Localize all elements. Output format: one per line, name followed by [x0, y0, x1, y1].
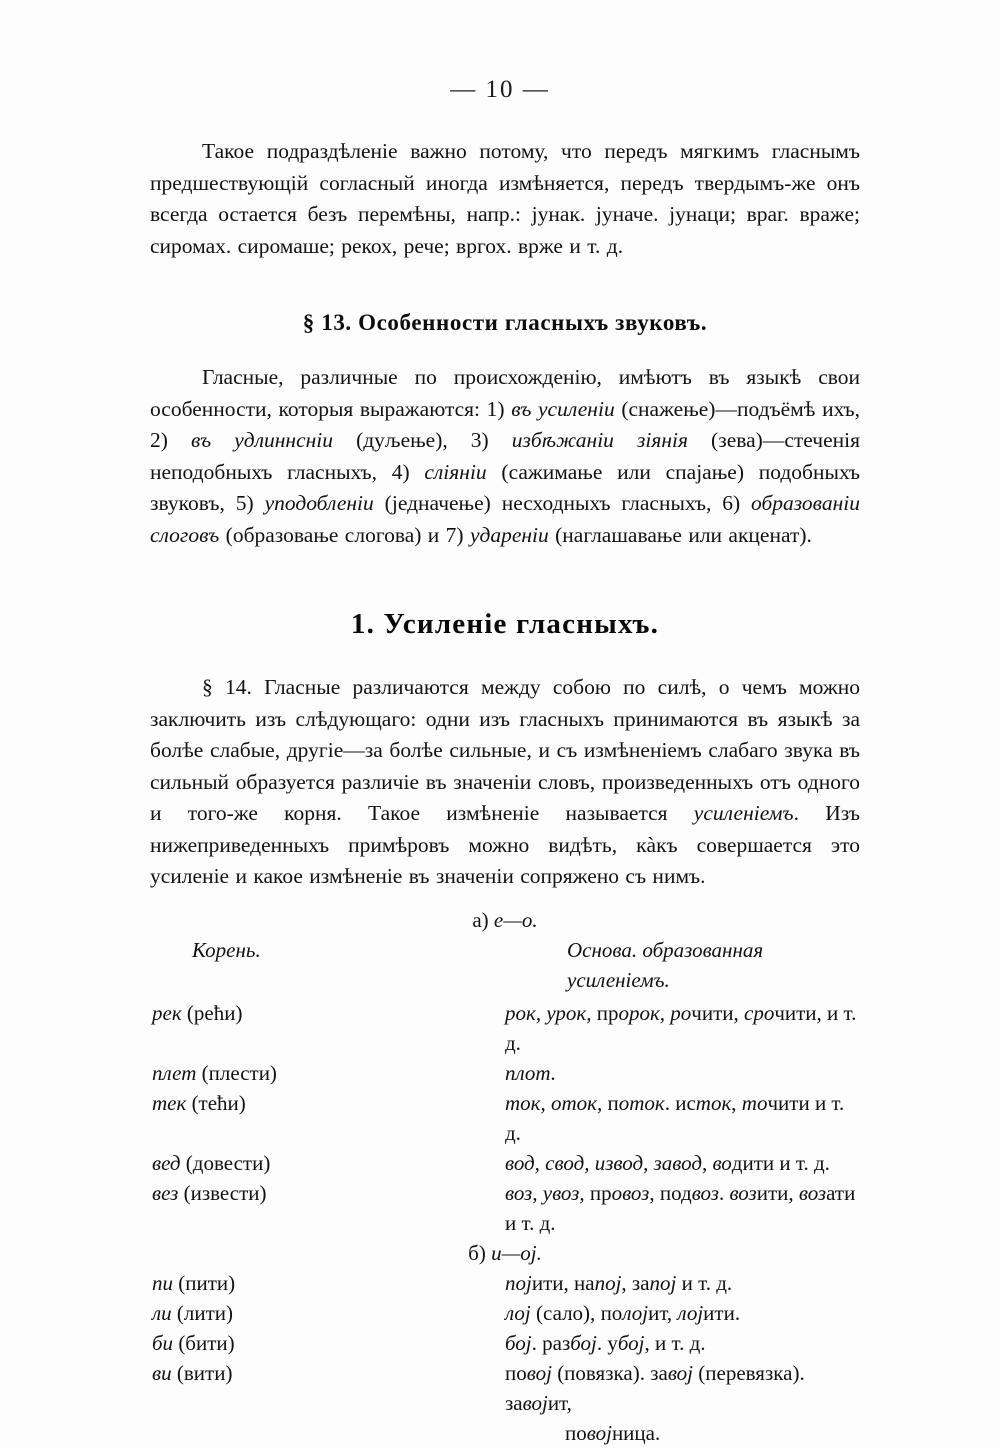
roman-run: под — [659, 1181, 692, 1205]
root-cell: рек (рећи) — [152, 1001, 243, 1025]
stem-cell — [505, 1298, 860, 1328]
table-row — [150, 1298, 860, 1328]
table-row — [150, 1148, 860, 1178]
roman-run: (снажење)—подъёмѣ ихъ, 2) — [150, 396, 861, 452]
roman-run: чити — [691, 1001, 734, 1025]
roman-run: , — [621, 1271, 632, 1295]
roman-run: и т. д. — [774, 1151, 830, 1175]
italic-run: вој — [667, 1361, 694, 1385]
roman-run: за — [650, 1361, 668, 1385]
italic-run: овоз — [611, 1181, 650, 1205]
italic-run: ср — [744, 1001, 764, 1025]
intro-paragraph — [150, 136, 860, 262]
root-cell: вед (довести) — [152, 1151, 271, 1175]
roman-run: (образовање слогова) и 7) — [219, 522, 470, 547]
section-13-paragraph — [150, 362, 860, 551]
section-13-heading-block — [150, 310, 860, 336]
roman-run: (дуљење), 3) — [333, 428, 512, 452]
roman-run: и т. д. — [505, 1091, 845, 1145]
stem-cell — [505, 1328, 860, 1358]
roman-run: п — [607, 1091, 619, 1115]
italic-run: лој — [505, 1301, 531, 1325]
italic-run: въ усиленіи — [511, 396, 615, 421]
italic-run: ви — [152, 1361, 172, 1385]
roman-run: . — [718, 1181, 730, 1205]
word-table-block — [150, 905, 860, 1448]
italic-run: оток — [618, 1091, 665, 1115]
root-cell: ли (лити) — [152, 1301, 234, 1325]
table-row — [150, 998, 860, 1058]
word-table — [150, 905, 860, 1448]
column-header-stem: Основа. образованная усиленіемъ. — [567, 938, 764, 992]
roman-run: пр — [589, 1181, 612, 1205]
stem-cell — [505, 1058, 860, 1088]
roman-run: , — [649, 1181, 660, 1205]
roman-run: (перевязка). — [693, 1361, 805, 1385]
root-cell: плет (плести) — [152, 1061, 277, 1085]
roman-run: , — [731, 1091, 742, 1115]
root-cell: тек (тећи) — [152, 1091, 246, 1115]
roman-run: , и т. д. — [644, 1331, 706, 1355]
roman-run: ница. — [611, 1421, 661, 1445]
italic-run: бој — [617, 1331, 645, 1355]
italic-run: бој — [505, 1331, 532, 1355]
roman-run: на — [574, 1271, 595, 1295]
roman-run: ити — [756, 1181, 789, 1205]
roman-run: у — [607, 1331, 618, 1355]
italic-run: удареніи — [469, 522, 549, 547]
italic-run: рок, урок, — [505, 1001, 597, 1025]
group-label-row — [150, 1238, 860, 1268]
roman-run: (зева)—стеченія неподобныхъ гласныхъ, 4) — [150, 428, 860, 484]
italic-run: лој — [677, 1301, 704, 1325]
italic-run: плет — [152, 1061, 197, 1085]
italic-run: плот. — [505, 1061, 557, 1085]
stem-cell — [505, 1178, 860, 1238]
italic-run: пи — [152, 1271, 173, 1295]
roman-run: , и т. д. — [505, 1001, 857, 1055]
italic-run: образованіи слоговъ — [150, 491, 860, 547]
italic-run: о — [763, 1001, 775, 1025]
italic-run: вез — [152, 1181, 179, 1205]
italic-run: уподобленіи — [264, 491, 374, 515]
roman-run: . — [596, 1331, 608, 1355]
root-cell: би (бити) — [152, 1331, 235, 1355]
section-14-body-block — [150, 672, 860, 893]
roman-run: по — [565, 1421, 587, 1445]
group-label: а) е—о. — [472, 908, 538, 932]
italic-run: ј — [606, 1421, 612, 1445]
italic-run: воз — [729, 1181, 757, 1205]
group-label: б) и—ој. — [468, 1241, 542, 1265]
italic-run: избѣжаніи зіянія — [511, 428, 688, 452]
section-13-body-block — [150, 362, 860, 551]
roman-run: (сало), — [530, 1301, 601, 1325]
stem-cell — [505, 1088, 860, 1148]
italic-run: воз — [691, 1181, 719, 1205]
italic-run: то — [741, 1091, 768, 1115]
roman-run: , — [733, 1001, 744, 1025]
roman-run: пр — [596, 1001, 619, 1025]
roman-run: чити — [774, 1001, 817, 1025]
word-table-body — [150, 905, 860, 1448]
table-row — [150, 1058, 860, 1088]
table-row — [150, 1178, 860, 1238]
italic-run: орок — [618, 1001, 660, 1025]
italic-run: ток, оток, — [505, 1091, 608, 1115]
italic-run: вој — [526, 1361, 552, 1385]
italic-run: вој — [522, 1391, 548, 1415]
roman-run: ати — [826, 1181, 856, 1205]
stem-cell — [505, 1268, 860, 1298]
italic-run: въ удлиннсніи — [190, 428, 334, 452]
roman-run: за — [505, 1391, 523, 1415]
roman-run: раз — [542, 1331, 571, 1355]
roman-run: Такое подраздѣленіе важно потому, что передъ мягкимъ гласнымъ предшествующій согласный иногда измѣняется, передъ твердымъ-же онъ всегда остается безъ перемѣны, напр.: јунак. јуначе. јунаци; враг. враже; сиромах. сиромаше; рекох, рече; вргох. врже и т. д. — [150, 139, 860, 258]
italic-run: , — [659, 1001, 671, 1025]
italic-run: во — [712, 1151, 732, 1175]
italic-run: пој — [505, 1271, 532, 1295]
table-row — [150, 1268, 860, 1298]
table-row — [150, 1328, 860, 1358]
roman-run: . Изъ нижеприведенныхъ примѣровъ можно видѣть, кàкъ совершается это усиленіе и какое измѣненіе въ значеніи сопряжено съ нимъ. — [150, 801, 860, 888]
intro-paragraph-block — [150, 136, 860, 262]
roman-run: дити — [731, 1151, 775, 1175]
chapter-1-heading: 1. Усиленіе гласныхъ. — [350, 608, 660, 640]
section-13-heading: § 13. Особенности гласныхъ звуковъ. — [302, 310, 708, 335]
roman-run: . — [734, 1301, 741, 1325]
roman-run: ити — [703, 1301, 735, 1325]
italic-run: ло — [622, 1301, 643, 1325]
italic-run: вод, свод, извод, завод, — [505, 1151, 713, 1175]
roman-run: ит — [648, 1301, 667, 1325]
page-number: — 10 — — [450, 76, 550, 103]
roman-run: (наглашавање или акценат). — [548, 522, 812, 547]
italic-run: е—о. — [493, 908, 538, 932]
italic-run: би — [152, 1331, 174, 1355]
stem-cell — [505, 1358, 860, 1448]
chapter-1-heading-block — [150, 608, 860, 641]
italic-run: во — [586, 1421, 607, 1445]
italic-run: пој — [594, 1271, 622, 1295]
roman-run: . — [664, 1091, 676, 1115]
roman-run: ит, — [547, 1391, 572, 1415]
italic-run: воз, увоз, — [505, 1181, 590, 1205]
italic-run: ро — [670, 1001, 692, 1025]
roman-run: , — [666, 1301, 678, 1325]
roman-run: ис — [675, 1091, 696, 1115]
italic-run: воз — [798, 1181, 827, 1205]
roman-run: и т. д. — [676, 1271, 733, 1295]
stem-cell — [505, 998, 860, 1058]
roman-run: по — [600, 1301, 623, 1325]
section-14-paragraph — [150, 672, 860, 893]
roman-run: Гласные, различные по происхожденію, имѣютъ въ языкѣ свои особенности, которыя выражаются: 1) — [150, 365, 860, 421]
roman-run: ити — [531, 1271, 564, 1295]
stem-continuation-line — [505, 1418, 860, 1448]
table-row — [150, 1088, 860, 1148]
roman-run: за — [631, 1271, 650, 1295]
root-cell: вез (извести) — [152, 1181, 267, 1205]
roman-run: . — [531, 1331, 543, 1355]
italic-run: ли — [152, 1301, 172, 1325]
roman-run: (сажимање или спајање) подобныхъ звуковъ, 5) — [150, 459, 860, 515]
root-cell: ви (вити) — [152, 1361, 233, 1385]
word-table-header-row — [150, 935, 860, 998]
italic-run: пој — [649, 1271, 677, 1295]
italic-run: сліяніи — [424, 459, 487, 484]
stem-cell — [505, 1148, 860, 1178]
table-row — [150, 1358, 860, 1448]
italic-run: вед — [152, 1151, 181, 1175]
italic-run: бој — [570, 1331, 597, 1355]
roman-run: , — [788, 1181, 799, 1205]
roman-run: и т. д. — [505, 1211, 556, 1235]
roman-run: чити — [767, 1091, 810, 1115]
root-cell: пи (пити) — [152, 1271, 236, 1295]
column-header-root: Корень. — [192, 938, 261, 962]
roman-run: (повязка). — [551, 1361, 651, 1385]
roman-run: , — [563, 1271, 574, 1295]
italic-run: ј — [642, 1301, 649, 1325]
italic-run: тек — [152, 1091, 187, 1115]
roman-run: § 14. Гласные различаются между собою по силѣ, о чемъ можно заключить изъ слѣдующаго: одни изъ гласныхъ принимаются въ языкѣ за болѣе слабые, другіе—за болѣе сильные, и съ измѣненіемъ слабаго звука въ сильный образуется различіе въ значеніи словъ, произведенныхъ отъ одного и того-же корня. Такое измѣненіе называется — [150, 675, 860, 825]
roman-run: (једначење) несходныхъ гласныхъ, 6) — [373, 491, 752, 515]
italic-run: ток — [695, 1091, 732, 1115]
group-label-row — [150, 905, 860, 935]
italic-run: усиленіемъ — [693, 801, 794, 825]
italic-run: рек — [152, 1001, 182, 1025]
roman-run: по — [505, 1361, 527, 1385]
italic-run: и—ој. — [491, 1241, 542, 1265]
